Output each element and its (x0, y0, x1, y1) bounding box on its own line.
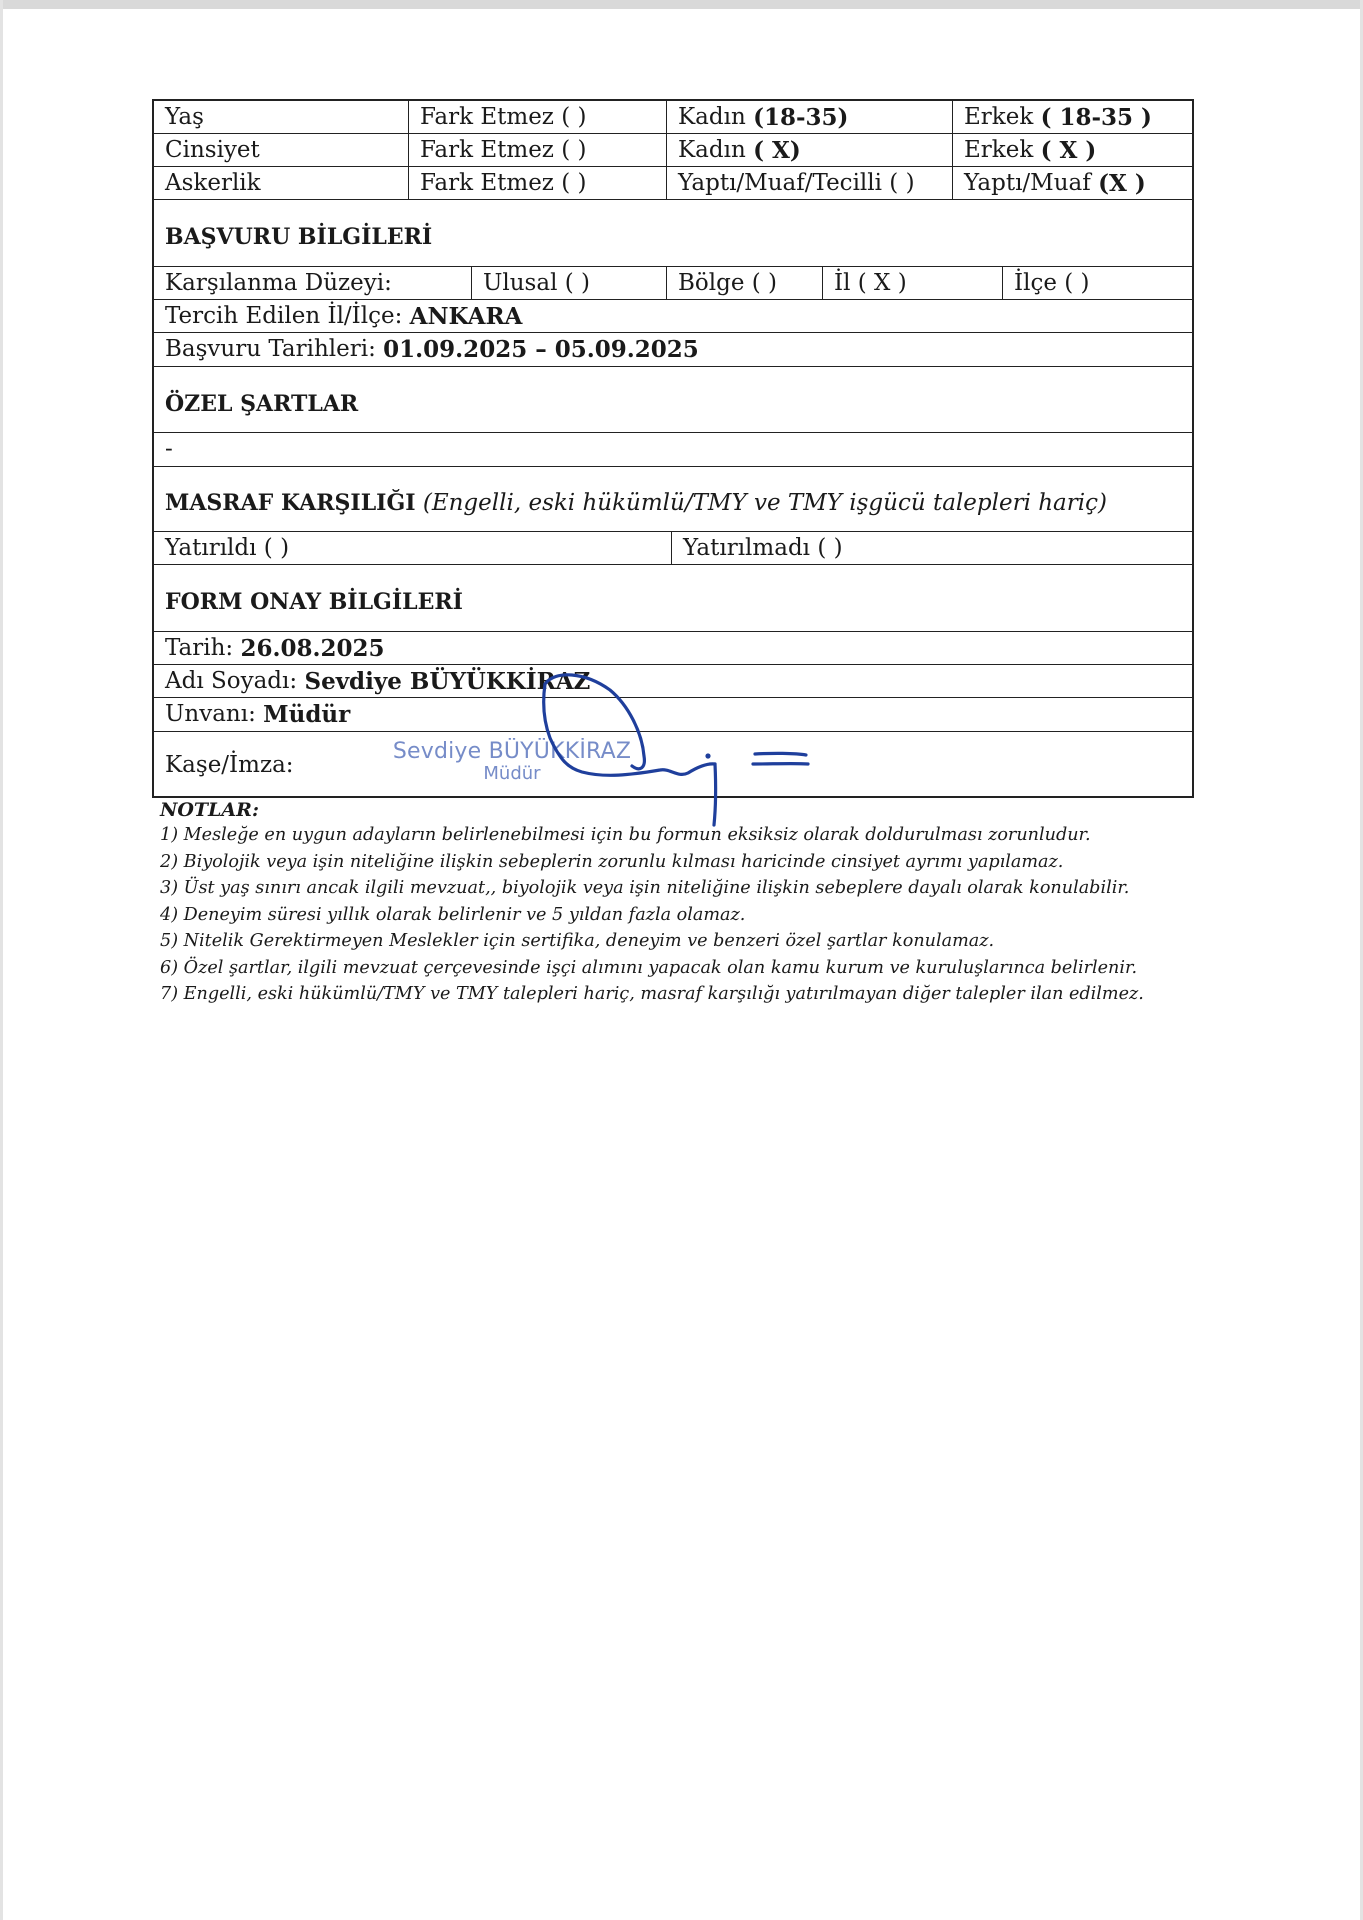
application-dates (154, 333, 1192, 366)
gender-male (953, 134, 1194, 166)
coverage-region: Bölge ( ) (667, 267, 823, 299)
cost-paid: Yatırıldı ( ) (154, 532, 672, 564)
scan-edge-left (0, 0, 3, 1920)
notes-section (160, 798, 1210, 1008)
row-approval-title (154, 565, 1192, 632)
stamp-signature-label: Kaşe/İmza: (165, 751, 294, 778)
cost-unpaid: Yatırılmadı ( ) (683, 534, 843, 561)
row-special-value (154, 433, 1192, 467)
row-preferred-location (154, 300, 1192, 333)
note-item: 4) Deneyim süresi yıllık olarak belirlenir ve 5 yıldan fazla olamaz. (160, 904, 746, 925)
gender-female (667, 134, 953, 166)
coverage-district: İlçe ( ) (1014, 269, 1090, 296)
note-item: 7) Engelli, eski hükümlü/TMY ve TMY talepleri hariç, masraf karşılığı yatırılmayan diğer talepler ilan edilmez. (160, 984, 1144, 1004)
gender-male-label: Erkek (964, 136, 1041, 163)
age-male-range: ( 18-35 ) (1040, 103, 1152, 131)
note-item: 3) Üst yaş sınırı ancak ilgili mevzuat,, biyolojik veya işin niteliğine ilişkin sebeplere dayalı olarak konulabilir. (160, 878, 1130, 898)
cost-section-note: (Engelli, eski hükümlü/TMY ve TMY işgücü talepleri hariç) (422, 489, 1107, 516)
approval-date-value: 26.08.2025 (240, 634, 385, 662)
row-special-title (154, 367, 1192, 433)
military-done-exempt-mark: (X ) (1098, 169, 1146, 197)
gender-any: Fark Etmez ( ) (409, 134, 667, 166)
row-coverage-level (154, 267, 1192, 300)
gender-label: Cinsiyet (154, 134, 409, 166)
approval-name-value: Sevdiye BÜYÜKKİRAZ (304, 667, 591, 695)
coverage-province: İl ( X ) (823, 267, 1003, 299)
application-dates-label: Başvuru Tarihleri: (165, 336, 384, 362)
age-female (667, 101, 953, 133)
stamp-title: Müdür (483, 763, 541, 784)
military-done-exempt (953, 167, 1194, 199)
preferred-location-value: ANKARA (409, 302, 523, 330)
special-section-title: ÖZEL ŞARTLAR (165, 390, 359, 417)
approval-position-label: Unvanı: (165, 701, 264, 727)
age-label: Yaş (154, 101, 409, 133)
note-item: 2) Biyolojik veya işin niteliğine ilişkin sebeplerin zorunlu kılması haricinde cinsiyet ayrımı yapılamaz. (160, 851, 1064, 872)
special-value: - (165, 436, 173, 462)
row-cost-status (154, 532, 1192, 565)
approval-section-title: FORM ONAY BİLGİLERİ (165, 589, 463, 615)
gender-male-mark: ( X ) (1040, 136, 1097, 164)
approval-name-label: Adı Soyadı: (165, 667, 305, 694)
military-done-exempt-deferred: Yaptı/Muaf/Tecilli ( ) (667, 167, 953, 199)
row-gender (154, 134, 1192, 167)
age-male (953, 101, 1194, 133)
row-application-title (154, 200, 1192, 267)
preferred-location-label: Tercih Edilen İl/İlçe: (165, 302, 410, 329)
application-section-title: BAŞVURU BİLGİLERİ (165, 224, 433, 250)
age-male-label: Erkek (964, 103, 1041, 130)
application-dates-value: 01.09.2025 – 05.09.2025 (383, 336, 699, 363)
row-age (154, 101, 1192, 134)
age-any: Fark Etmez ( ) (409, 101, 667, 133)
coverage-national: Ulusal ( ) (472, 267, 667, 299)
gender-female-mark: ( X) (753, 136, 801, 164)
military-any: Fark Etmez ( ) (409, 167, 667, 199)
cost-section (154, 467, 1192, 531)
military-label: Askerlik (154, 167, 409, 199)
scan-edge-top (0, 0, 1363, 9)
note-item: 5) Nitelik Gerektirmeyen Meslekler için sertifika, deneyim ve benzeri özel şartlar konulamaz. (160, 931, 995, 951)
preferred-location (154, 300, 1192, 332)
approval-date-label: Tarih: (165, 634, 241, 661)
row-military (154, 167, 1192, 200)
stamp-name: Sevdiye BÜYÜKKİRAZ (392, 739, 632, 764)
row-cost-title (154, 467, 1192, 532)
age-female-range: (18-35) (753, 103, 849, 131)
gender-female-label: Kadın (678, 136, 754, 163)
notes-title: NOTLAR: (160, 799, 259, 821)
age-female-label: Kadın (678, 103, 754, 130)
military-done-exempt-label: Yaptı/Muaf (964, 169, 1099, 196)
coverage-level-label: Karşılanma Düzeyi: (154, 267, 472, 299)
approval-position-value: Müdür (263, 701, 351, 728)
row-application-dates (154, 333, 1192, 367)
cost-section-title: MASRAF KARŞILIĞI (165, 490, 416, 516)
note-item: 1) Mesleğe en uygun adayların belirlenebilmesi için bu formun eksiksiz olarak doldurulması zorunludur. (160, 825, 1091, 845)
note-item: 6) Özel şartlar, ilgili mevzuat çerçevesinde işçi alımını yapacak olan kamu kurum ve kuruluşlarınca belirlenir. (160, 957, 1138, 978)
